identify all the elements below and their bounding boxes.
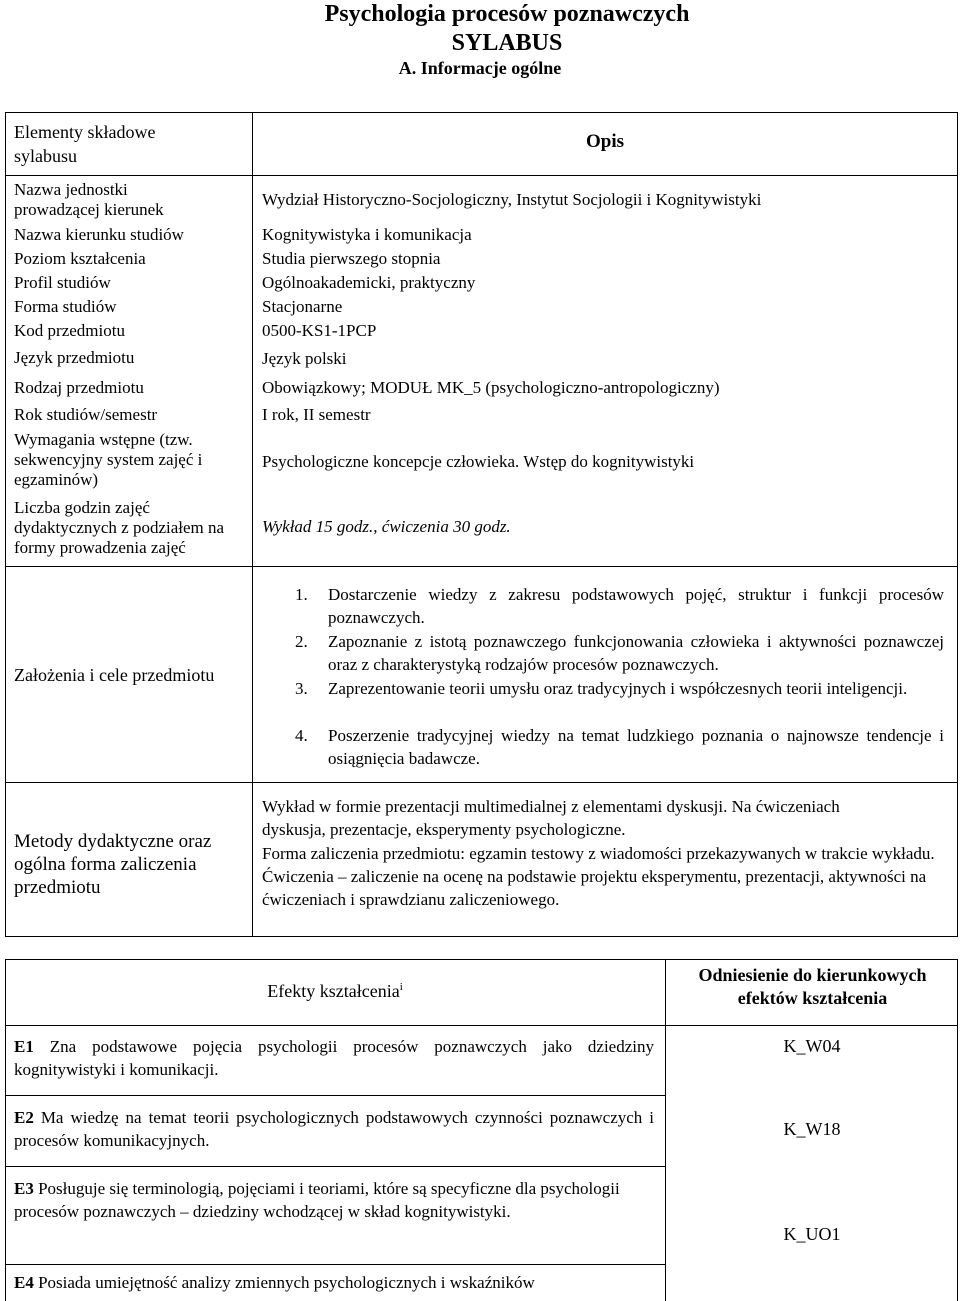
row-label-requirements: Wymagania wstępne (tzw. sekwencyjny system zajęć i egzaminów) bbox=[14, 430, 203, 489]
outcome-text: Zna podstawowe pojęcia psychologii procesów poznawczych jako dziedziny kognitywistyki i komunikacji. bbox=[14, 1037, 654, 1079]
outcome-reference: K_W04 bbox=[783, 1036, 841, 1056]
outcome-text: Ma wiedzę na temat teorii psychologicznych podstawowych czynności poznawczych i procesów komunikacyjnych. bbox=[14, 1108, 654, 1150]
methods-label: Metody dydaktyczne oraz ogólna forma zaliczenia przedmiotu bbox=[14, 831, 212, 898]
methods-paragraph: Wykład w formie prezentacji multimedialnej z elementami dyskusji. Na ćwiczeniach dyskusja, prezentacje, eksperymenty psychologiczne. bbox=[262, 797, 840, 839]
row-label-type: Rodzaj przedmiotu bbox=[14, 378, 144, 397]
row-value-year: I rok, II semestr bbox=[262, 405, 371, 424]
outcomes-header-text: Efekty kształcenia bbox=[267, 981, 400, 1001]
outcome-row bbox=[14, 1035, 654, 1081]
table-row-divider bbox=[5, 566, 958, 567]
table-row-divider bbox=[5, 1166, 666, 1167]
row-value-unit: Wydział Historyczno-Socjologiczny, Instytut Socjologii i Kognitywistyki bbox=[262, 190, 762, 209]
row-label-code: Kod przedmiotu bbox=[14, 321, 125, 340]
goal-number: 1. bbox=[295, 585, 308, 604]
row-value-hours: Wykład 15 godz., ćwiczenia 30 godz. bbox=[262, 517, 511, 536]
outcome-row bbox=[14, 1177, 654, 1223]
outcome-text: Posługuje się terminologią, pojęciami i teoriami, które są specyficzne dla psychologii procesów poznawczych – dziedziny wchodzącej w skład kognitywistyki. bbox=[14, 1179, 620, 1221]
table-row-divider bbox=[5, 1264, 666, 1265]
goal-text: Poszerzenie tradycyjnej wiedzy na temat ludzkiego poznania o najnowsze tendencje i osiągnięcia badawcze. bbox=[328, 726, 944, 768]
reference-header: Odniesienie do kierunkowych efektów kształcenia bbox=[698, 965, 927, 1008]
table-row-divider bbox=[5, 782, 958, 783]
goal-item bbox=[295, 630, 945, 676]
table-row-divider bbox=[5, 1095, 666, 1096]
outcome-row bbox=[14, 1106, 654, 1152]
table-row-divider bbox=[5, 175, 958, 176]
row-value-field: Kognitywistyka i komunikacja bbox=[262, 225, 472, 244]
outcome-reference: K_UO1 bbox=[783, 1224, 841, 1244]
goal-number: 4. bbox=[295, 726, 308, 745]
outcomes-header bbox=[5, 976, 665, 1003]
outcome-code: E1 bbox=[14, 1037, 34, 1056]
outcome-text: Posiada umiejętność analizy zmiennych psychologicznych i wskaźników bbox=[33, 1273, 535, 1292]
document-subtitle: SYLABUS bbox=[451, 30, 563, 56]
goal-text: Dostarczenie wiedzy z zakresu podstawowych pojęć, struktur i funkcji procesów poznawczych. bbox=[328, 585, 944, 627]
footnote-marker: i bbox=[399, 981, 403, 993]
row-value-type: Obowiązkowy; MODUŁ MK_5 (psychologiczno-antropologiczny) bbox=[262, 378, 720, 397]
row-label-field: Nazwa kierunku studiów bbox=[14, 225, 184, 244]
outcome-reference: K_W18 bbox=[783, 1119, 841, 1139]
table-column-divider bbox=[252, 112, 253, 937]
row-value-form: Stacjonarne bbox=[262, 297, 343, 316]
row-value-code: 0500-KS1-1PCP bbox=[262, 321, 377, 340]
row-label-language: Język przedmiotu bbox=[14, 348, 135, 367]
row-value-profile: Ogólnoakademicki, praktyczny bbox=[262, 273, 476, 292]
goal-number: 2. bbox=[295, 632, 308, 651]
outcome-row bbox=[14, 1271, 659, 1294]
table-row-divider bbox=[5, 1025, 958, 1026]
row-label-hours: Liczba godzin zajęć dydaktycznych z podziałem na formy prowadzenia zajęć bbox=[14, 498, 225, 557]
goal-number: 3. bbox=[295, 679, 308, 698]
row-label-profile: Profil studiów bbox=[14, 273, 111, 292]
row-label-year: Rok studiów/semestr bbox=[14, 405, 158, 424]
document-title: Psychologia procesów poznawczych bbox=[324, 1, 690, 27]
outcome-code: E3 bbox=[14, 1179, 34, 1198]
outcome-code: E4 bbox=[14, 1273, 34, 1292]
goal-text: Zaprezentowanie teorii umysłu oraz tradycyjnych i współczesnych teorii inteligencji. bbox=[328, 679, 908, 698]
section-heading: A. Informacje ogólne bbox=[398, 58, 562, 78]
goal-item bbox=[295, 724, 945, 770]
outcome-code: E2 bbox=[14, 1108, 34, 1127]
assessment-paragraph: Forma zaliczenia przedmiotu: egzamin testowy z wiadomości przekazywanych w trakcie wykładu. Ćwiczenia – zaliczenie na ocenę na podstawie projektu eksperymentu, prezentacji, aktywności na ćwiczeniach i sprawdzianu zaliczeniowego. bbox=[262, 844, 935, 909]
column-header-description: Opis bbox=[585, 131, 625, 152]
goals-label: Założenia i cele przedmiotu bbox=[14, 665, 215, 685]
row-value-level: Studia pierwszego stopnia bbox=[262, 249, 441, 268]
row-label-level: Poziom kształcenia bbox=[14, 249, 146, 268]
goal-text: Zapoznanie z istotą poznawczego funkcjonowania człowieka i aktywności poznawczej oraz z charakterystyką rodzajów procesów poznawczych. bbox=[328, 632, 944, 674]
row-value-language: Język polski bbox=[262, 349, 347, 368]
goal-item bbox=[295, 583, 945, 629]
goal-item bbox=[295, 677, 945, 723]
column-header-elements: Elementy składowe sylabusu bbox=[14, 122, 156, 166]
row-label-unit: Nazwa jednostki prowadzącej kierunek bbox=[14, 180, 164, 219]
row-label-form: Forma studiów bbox=[14, 297, 117, 316]
row-value-requirements: Psychologiczne koncepcje człowieka. Wstęp do kognitywistyki bbox=[262, 452, 695, 471]
